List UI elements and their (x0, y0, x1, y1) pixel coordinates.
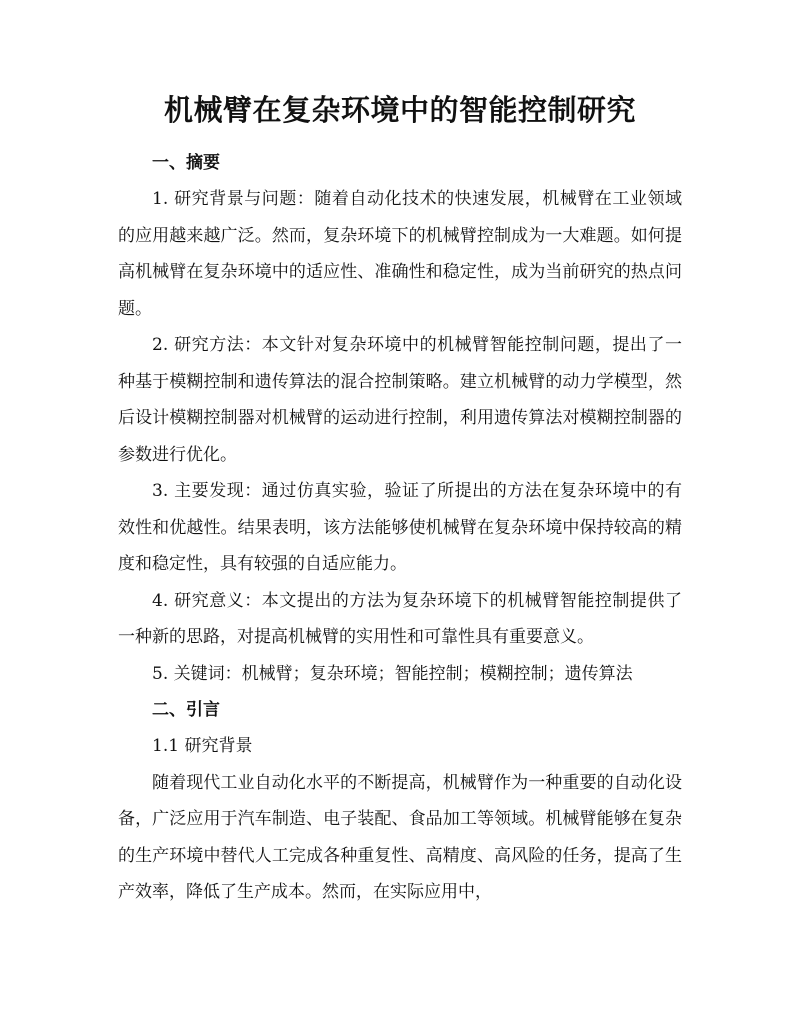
abstract-paragraph-significance: 4. 研究意义：本文提出的方法为复杂环境下的机械臂智能控制提供了一种新的思路，对提高机械臂的实用性和可靠性具有重要意义。 (118, 590, 682, 647)
introduction-paragraph: 随着现代工业自动化水平的不断提高，机械臂作为一种重要的自动化设备，广泛应用于汽车制造、电子装配、食品加工等领域。机械臂能够在复杂的生产环境中替代人工完成各种重复性、高精度、高风险的任务，提高了生产效率，降低了生产成本。然而，在实际应用中， (118, 772, 682, 902)
section-heading-introduction: 二、引言 (152, 700, 220, 720)
abstract-paragraph-background: 1. 研究背景与问题：随着自动化技术的快速发展，机械臂在工业领域的应用越来越广泛。然而，复杂环境下的机械臂控制成为一大难题。如何提高机械臂在复杂环境中的适应性、准确性和稳定性，成为当前研究的热点问题。 (118, 189, 682, 319)
section-heading-abstract: 一、摘要 (152, 153, 220, 173)
document-title: 机械臂在复杂环境中的智能控制研究 (163, 93, 636, 127)
abstract-paragraph-findings: 3. 主要发现：通过仿真实验，验证了所提出的方法在复杂环境中的有效性和优越性。结果表明，该方法能够使机械臂在复杂环境中保持较高的精度和稳定性，具有较强的自适应能力。 (118, 481, 682, 574)
subsection-heading-background: 1.1 研究背景 (152, 736, 253, 756)
document-body (118, 145, 682, 911)
abstract-paragraph-method: 2. 研究方法：本文针对复杂环境中的机械臂智能控制问题，提出了一种基于模糊控制和遗传算法的混合控制策略。建立机械臂的动力学模型，然后设计模糊控制器对机械臂的运动进行控制，利用遗传算法对模糊控制器的参数进行优化。 (118, 335, 682, 465)
abstract-paragraph-keywords: 5. 关键词：机械臂；复杂环境；智能控制；模糊控制；遗传算法 (152, 663, 633, 684)
